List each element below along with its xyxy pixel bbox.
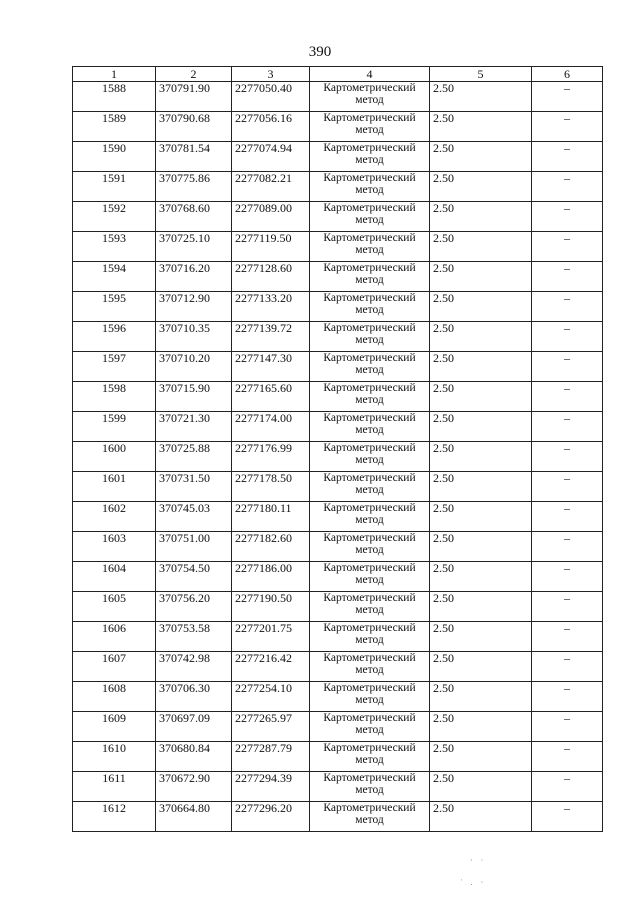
method-cell bbox=[310, 622, 430, 652]
precision-cell: 2.50 bbox=[430, 352, 532, 382]
table-row bbox=[73, 172, 603, 202]
table-row bbox=[73, 472, 603, 502]
precision-cell: 2.50 bbox=[430, 532, 532, 562]
point-number-cell: 1608 bbox=[73, 682, 156, 712]
note-cell: – bbox=[532, 442, 603, 472]
table-row bbox=[73, 502, 603, 532]
method-line-2: метод bbox=[355, 574, 384, 586]
x-coordinate-cell: 370725.10 bbox=[156, 232, 232, 262]
table-row bbox=[73, 352, 603, 382]
point-number-cell: 1595 bbox=[73, 292, 156, 322]
x-coordinate-cell: 370756.20 bbox=[156, 592, 232, 622]
note-cell: – bbox=[532, 202, 603, 232]
method-line-1: Картометрический bbox=[323, 502, 416, 514]
x-coordinate-cell: 370751.00 bbox=[156, 532, 232, 562]
note-cell: – bbox=[532, 802, 603, 832]
x-coordinate-cell: 370742.98 bbox=[156, 652, 232, 682]
point-number-cell: 1603 bbox=[73, 532, 156, 562]
method-line-1: Картометрический bbox=[323, 742, 416, 754]
method-cell bbox=[310, 472, 430, 502]
table-row bbox=[73, 562, 603, 592]
precision-cell: 2.50 bbox=[430, 322, 532, 352]
method-line-2: метод bbox=[355, 754, 384, 766]
table-row bbox=[73, 322, 603, 352]
precision-cell: 2.50 bbox=[430, 712, 532, 742]
note-cell: – bbox=[532, 82, 603, 112]
point-number-cell: 1606 bbox=[73, 622, 156, 652]
note-cell: – bbox=[532, 712, 603, 742]
table-row bbox=[73, 712, 603, 742]
point-number-cell: 1596 bbox=[73, 322, 156, 352]
x-coordinate-cell: 370697.09 bbox=[156, 712, 232, 742]
point-number-cell: 1597 bbox=[73, 352, 156, 382]
method-cell bbox=[310, 652, 430, 682]
method-line-1: Картометрический bbox=[323, 712, 416, 724]
precision-cell: 2.50 bbox=[430, 742, 532, 772]
method-cell bbox=[310, 532, 430, 562]
method-line-1: Картометрический bbox=[323, 292, 416, 304]
y-coordinate-cell: 2277190.50 bbox=[232, 592, 310, 622]
point-number-cell: 1600 bbox=[73, 442, 156, 472]
point-number-cell: 1591 bbox=[73, 172, 156, 202]
precision-cell: 2.50 bbox=[430, 592, 532, 622]
point-number-cell: 1605 bbox=[73, 592, 156, 622]
table-row bbox=[73, 292, 603, 322]
method-line-1: Картометрический bbox=[323, 412, 416, 424]
method-line-2: метод bbox=[355, 364, 384, 376]
precision-cell: 2.50 bbox=[430, 232, 532, 262]
table-row bbox=[73, 142, 603, 172]
y-coordinate-cell: 2277254.10 bbox=[232, 682, 310, 712]
note-cell: – bbox=[532, 172, 603, 202]
y-coordinate-cell: 2277165.60 bbox=[232, 382, 310, 412]
x-coordinate-cell: 370710.20 bbox=[156, 352, 232, 382]
y-coordinate-cell: 2277174.00 bbox=[232, 412, 310, 442]
method-line-2: метод bbox=[355, 214, 384, 226]
table-row bbox=[73, 412, 603, 442]
precision-cell: 2.50 bbox=[430, 142, 532, 172]
method-cell bbox=[310, 592, 430, 622]
method-cell bbox=[310, 712, 430, 742]
precision-cell: 2.50 bbox=[430, 382, 532, 412]
y-coordinate-cell: 2277176.99 bbox=[232, 442, 310, 472]
note-cell: – bbox=[532, 652, 603, 682]
method-cell bbox=[310, 742, 430, 772]
method-cell bbox=[310, 352, 430, 382]
point-number-cell: 1599 bbox=[73, 412, 156, 442]
table-row bbox=[73, 232, 603, 262]
x-coordinate-cell: 370790.68 bbox=[156, 112, 232, 142]
point-number-cell: 1593 bbox=[73, 232, 156, 262]
precision-cell: 2.50 bbox=[430, 802, 532, 832]
method-line-2: метод bbox=[355, 334, 384, 346]
note-cell: – bbox=[532, 412, 603, 442]
y-coordinate-cell: 2277128.60 bbox=[232, 262, 310, 292]
column-header: 1 bbox=[73, 67, 156, 82]
method-line-1: Картометрический bbox=[323, 142, 416, 154]
method-line-1: Картометрический bbox=[323, 682, 416, 694]
point-number-cell: 1601 bbox=[73, 472, 156, 502]
precision-cell: 2.50 bbox=[430, 442, 532, 472]
y-coordinate-cell: 2277180.11 bbox=[232, 502, 310, 532]
table-row bbox=[73, 802, 603, 832]
method-line-1: Картометрический bbox=[323, 802, 416, 814]
method-line-1: Картометрический bbox=[323, 592, 416, 604]
precision-cell: 2.50 bbox=[430, 82, 532, 112]
y-coordinate-cell: 2277294.39 bbox=[232, 772, 310, 802]
precision-cell: 2.50 bbox=[430, 412, 532, 442]
method-cell bbox=[310, 412, 430, 442]
method-line-1: Картометрический bbox=[323, 112, 416, 124]
precision-cell: 2.50 bbox=[430, 262, 532, 292]
method-line-1: Картометрический bbox=[323, 352, 416, 364]
table-row bbox=[73, 592, 603, 622]
table-row bbox=[73, 202, 603, 232]
method-cell bbox=[310, 382, 430, 412]
method-line-2: метод bbox=[355, 544, 384, 556]
method-line-2: метод bbox=[355, 184, 384, 196]
scan-artifact: ˈ . · bbox=[460, 878, 487, 887]
note-cell: – bbox=[532, 502, 603, 532]
scan-artifact: · · bbox=[470, 856, 487, 865]
point-number-cell: 1590 bbox=[73, 142, 156, 172]
y-coordinate-cell: 2277147.30 bbox=[232, 352, 310, 382]
point-number-cell: 1592 bbox=[73, 202, 156, 232]
method-line-2: метод bbox=[355, 634, 384, 646]
y-coordinate-cell: 2277089.00 bbox=[232, 202, 310, 232]
method-line-1: Картометрический bbox=[323, 532, 416, 544]
column-header: 6 bbox=[532, 67, 603, 82]
method-cell bbox=[310, 202, 430, 232]
method-line-1: Картометрический bbox=[323, 772, 416, 784]
y-coordinate-cell: 2277201.75 bbox=[232, 622, 310, 652]
point-number-cell: 1594 bbox=[73, 262, 156, 292]
precision-cell: 2.50 bbox=[430, 682, 532, 712]
method-line-1: Картометрический bbox=[323, 622, 416, 634]
method-line-1: Картометрический bbox=[323, 82, 416, 94]
table-row bbox=[73, 442, 603, 472]
point-number-cell: 1609 bbox=[73, 712, 156, 742]
point-number-cell: 1607 bbox=[73, 652, 156, 682]
point-number-cell: 1612 bbox=[73, 802, 156, 832]
point-number-cell: 1588 bbox=[73, 82, 156, 112]
note-cell: – bbox=[532, 142, 603, 172]
precision-cell: 2.50 bbox=[430, 292, 532, 322]
method-line-2: метод bbox=[355, 124, 384, 136]
method-line-1: Картометрический bbox=[323, 322, 416, 334]
method-line-2: метод bbox=[355, 244, 384, 256]
table-row bbox=[73, 622, 603, 652]
y-coordinate-cell: 2277133.20 bbox=[232, 292, 310, 322]
x-coordinate-cell: 370715.90 bbox=[156, 382, 232, 412]
y-coordinate-cell: 2277178.50 bbox=[232, 472, 310, 502]
point-number-cell: 1611 bbox=[73, 772, 156, 802]
method-line-2: метод bbox=[355, 94, 384, 106]
x-coordinate-cell: 370754.50 bbox=[156, 562, 232, 592]
method-cell bbox=[310, 292, 430, 322]
method-line-1: Картометрический bbox=[323, 382, 416, 394]
y-coordinate-cell: 2277082.21 bbox=[232, 172, 310, 202]
y-coordinate-cell: 2277216.42 bbox=[232, 652, 310, 682]
x-coordinate-cell: 370716.20 bbox=[156, 262, 232, 292]
column-header: 5 bbox=[430, 67, 532, 82]
note-cell: – bbox=[532, 262, 603, 292]
table-row bbox=[73, 742, 603, 772]
method-line-1: Картометрический bbox=[323, 442, 416, 454]
method-line-2: метод bbox=[355, 724, 384, 736]
point-number-cell: 1589 bbox=[73, 112, 156, 142]
method-line-2: метод bbox=[355, 304, 384, 316]
table-row bbox=[73, 382, 603, 412]
y-coordinate-cell: 2277056.16 bbox=[232, 112, 310, 142]
method-line-1: Картометрический bbox=[323, 562, 416, 574]
y-coordinate-cell: 2277119.50 bbox=[232, 232, 310, 262]
x-coordinate-cell: 370791.90 bbox=[156, 82, 232, 112]
note-cell: – bbox=[532, 292, 603, 322]
method-line-2: метод bbox=[355, 604, 384, 616]
note-cell: – bbox=[532, 112, 603, 142]
method-line-2: метод bbox=[355, 154, 384, 166]
precision-cell: 2.50 bbox=[430, 172, 532, 202]
table-row bbox=[73, 682, 603, 712]
table-row bbox=[73, 112, 603, 142]
method-cell bbox=[310, 772, 430, 802]
x-coordinate-cell: 370712.90 bbox=[156, 292, 232, 322]
method-line-1: Картометрический bbox=[323, 262, 416, 274]
x-coordinate-cell: 370706.30 bbox=[156, 682, 232, 712]
method-line-1: Картометрический bbox=[323, 172, 416, 184]
page-number: 390 bbox=[308, 44, 332, 60]
x-coordinate-cell: 370680.84 bbox=[156, 742, 232, 772]
x-coordinate-cell: 370753.58 bbox=[156, 622, 232, 652]
precision-cell: 2.50 bbox=[430, 502, 532, 532]
method-cell bbox=[310, 322, 430, 352]
y-coordinate-cell: 2277287.79 bbox=[232, 742, 310, 772]
method-line-2: метод bbox=[355, 784, 384, 796]
method-cell bbox=[310, 802, 430, 832]
point-number-cell: 1598 bbox=[73, 382, 156, 412]
x-coordinate-cell: 370731.50 bbox=[156, 472, 232, 502]
method-line-1: Картометрический bbox=[323, 472, 416, 484]
method-line-2: метод bbox=[355, 514, 384, 526]
point-number-cell: 1602 bbox=[73, 502, 156, 532]
method-line-2: метод bbox=[355, 454, 384, 466]
precision-cell: 2.50 bbox=[430, 562, 532, 592]
table-row bbox=[73, 652, 603, 682]
method-line-1: Картометрический bbox=[323, 202, 416, 214]
table-header-row bbox=[73, 67, 603, 82]
note-cell: – bbox=[532, 742, 603, 772]
precision-cell: 2.50 bbox=[430, 622, 532, 652]
x-coordinate-cell: 370768.60 bbox=[156, 202, 232, 232]
note-cell: – bbox=[532, 232, 603, 262]
note-cell: – bbox=[532, 472, 603, 502]
y-coordinate-cell: 2277182.60 bbox=[232, 532, 310, 562]
note-cell: – bbox=[532, 322, 603, 352]
method-line-2: метод bbox=[355, 274, 384, 286]
x-coordinate-cell: 370721.30 bbox=[156, 412, 232, 442]
note-cell: – bbox=[532, 532, 603, 562]
note-cell: – bbox=[532, 382, 603, 412]
table-row bbox=[73, 82, 603, 112]
method-line-2: метод bbox=[355, 694, 384, 706]
x-coordinate-cell: 370775.86 bbox=[156, 172, 232, 202]
table-row bbox=[73, 532, 603, 562]
x-coordinate-cell: 370664.80 bbox=[156, 802, 232, 832]
column-header: 2 bbox=[156, 67, 232, 82]
y-coordinate-cell: 2277265.97 bbox=[232, 712, 310, 742]
method-cell bbox=[310, 442, 430, 472]
y-coordinate-cell: 2277050.40 bbox=[232, 82, 310, 112]
method-line-2: метод bbox=[355, 484, 384, 496]
method-line-1: Картометрический bbox=[323, 232, 416, 244]
precision-cell: 2.50 bbox=[430, 202, 532, 232]
method-cell bbox=[310, 682, 430, 712]
point-number-cell: 1610 bbox=[73, 742, 156, 772]
y-coordinate-cell: 2277074.94 bbox=[232, 142, 310, 172]
x-coordinate-cell: 370781.54 bbox=[156, 142, 232, 172]
column-header: 4 bbox=[310, 67, 430, 82]
method-line-1: Картометрический bbox=[323, 652, 416, 664]
column-header: 3 bbox=[232, 67, 310, 82]
method-cell bbox=[310, 172, 430, 202]
y-coordinate-cell: 2277139.72 bbox=[232, 322, 310, 352]
note-cell: – bbox=[532, 772, 603, 802]
method-cell bbox=[310, 232, 430, 262]
note-cell: – bbox=[532, 352, 603, 382]
table-row bbox=[73, 772, 603, 802]
note-cell: – bbox=[532, 562, 603, 592]
table-row bbox=[73, 262, 603, 292]
method-line-2: метод bbox=[355, 664, 384, 676]
method-line-2: метод bbox=[355, 424, 384, 436]
method-line-2: метод bbox=[355, 814, 384, 826]
x-coordinate-cell: 370672.90 bbox=[156, 772, 232, 802]
method-cell bbox=[310, 562, 430, 592]
point-number-cell: 1604 bbox=[73, 562, 156, 592]
precision-cell: 2.50 bbox=[430, 112, 532, 142]
precision-cell: 2.50 bbox=[430, 472, 532, 502]
method-line-2: метод bbox=[355, 394, 384, 406]
precision-cell: 2.50 bbox=[430, 652, 532, 682]
note-cell: – bbox=[532, 622, 603, 652]
method-cell bbox=[310, 502, 430, 532]
y-coordinate-cell: 2277296.20 bbox=[232, 802, 310, 832]
x-coordinate-cell: 370725.88 bbox=[156, 442, 232, 472]
coordinates-table bbox=[72, 66, 603, 832]
note-cell: – bbox=[532, 682, 603, 712]
method-cell bbox=[310, 112, 430, 142]
method-cell bbox=[310, 262, 430, 292]
y-coordinate-cell: 2277186.00 bbox=[232, 562, 310, 592]
x-coordinate-cell: 370710.35 bbox=[156, 322, 232, 352]
precision-cell: 2.50 bbox=[430, 772, 532, 802]
method-cell bbox=[310, 82, 430, 112]
method-cell bbox=[310, 142, 430, 172]
x-coordinate-cell: 370745.03 bbox=[156, 502, 232, 532]
note-cell: – bbox=[532, 592, 603, 622]
